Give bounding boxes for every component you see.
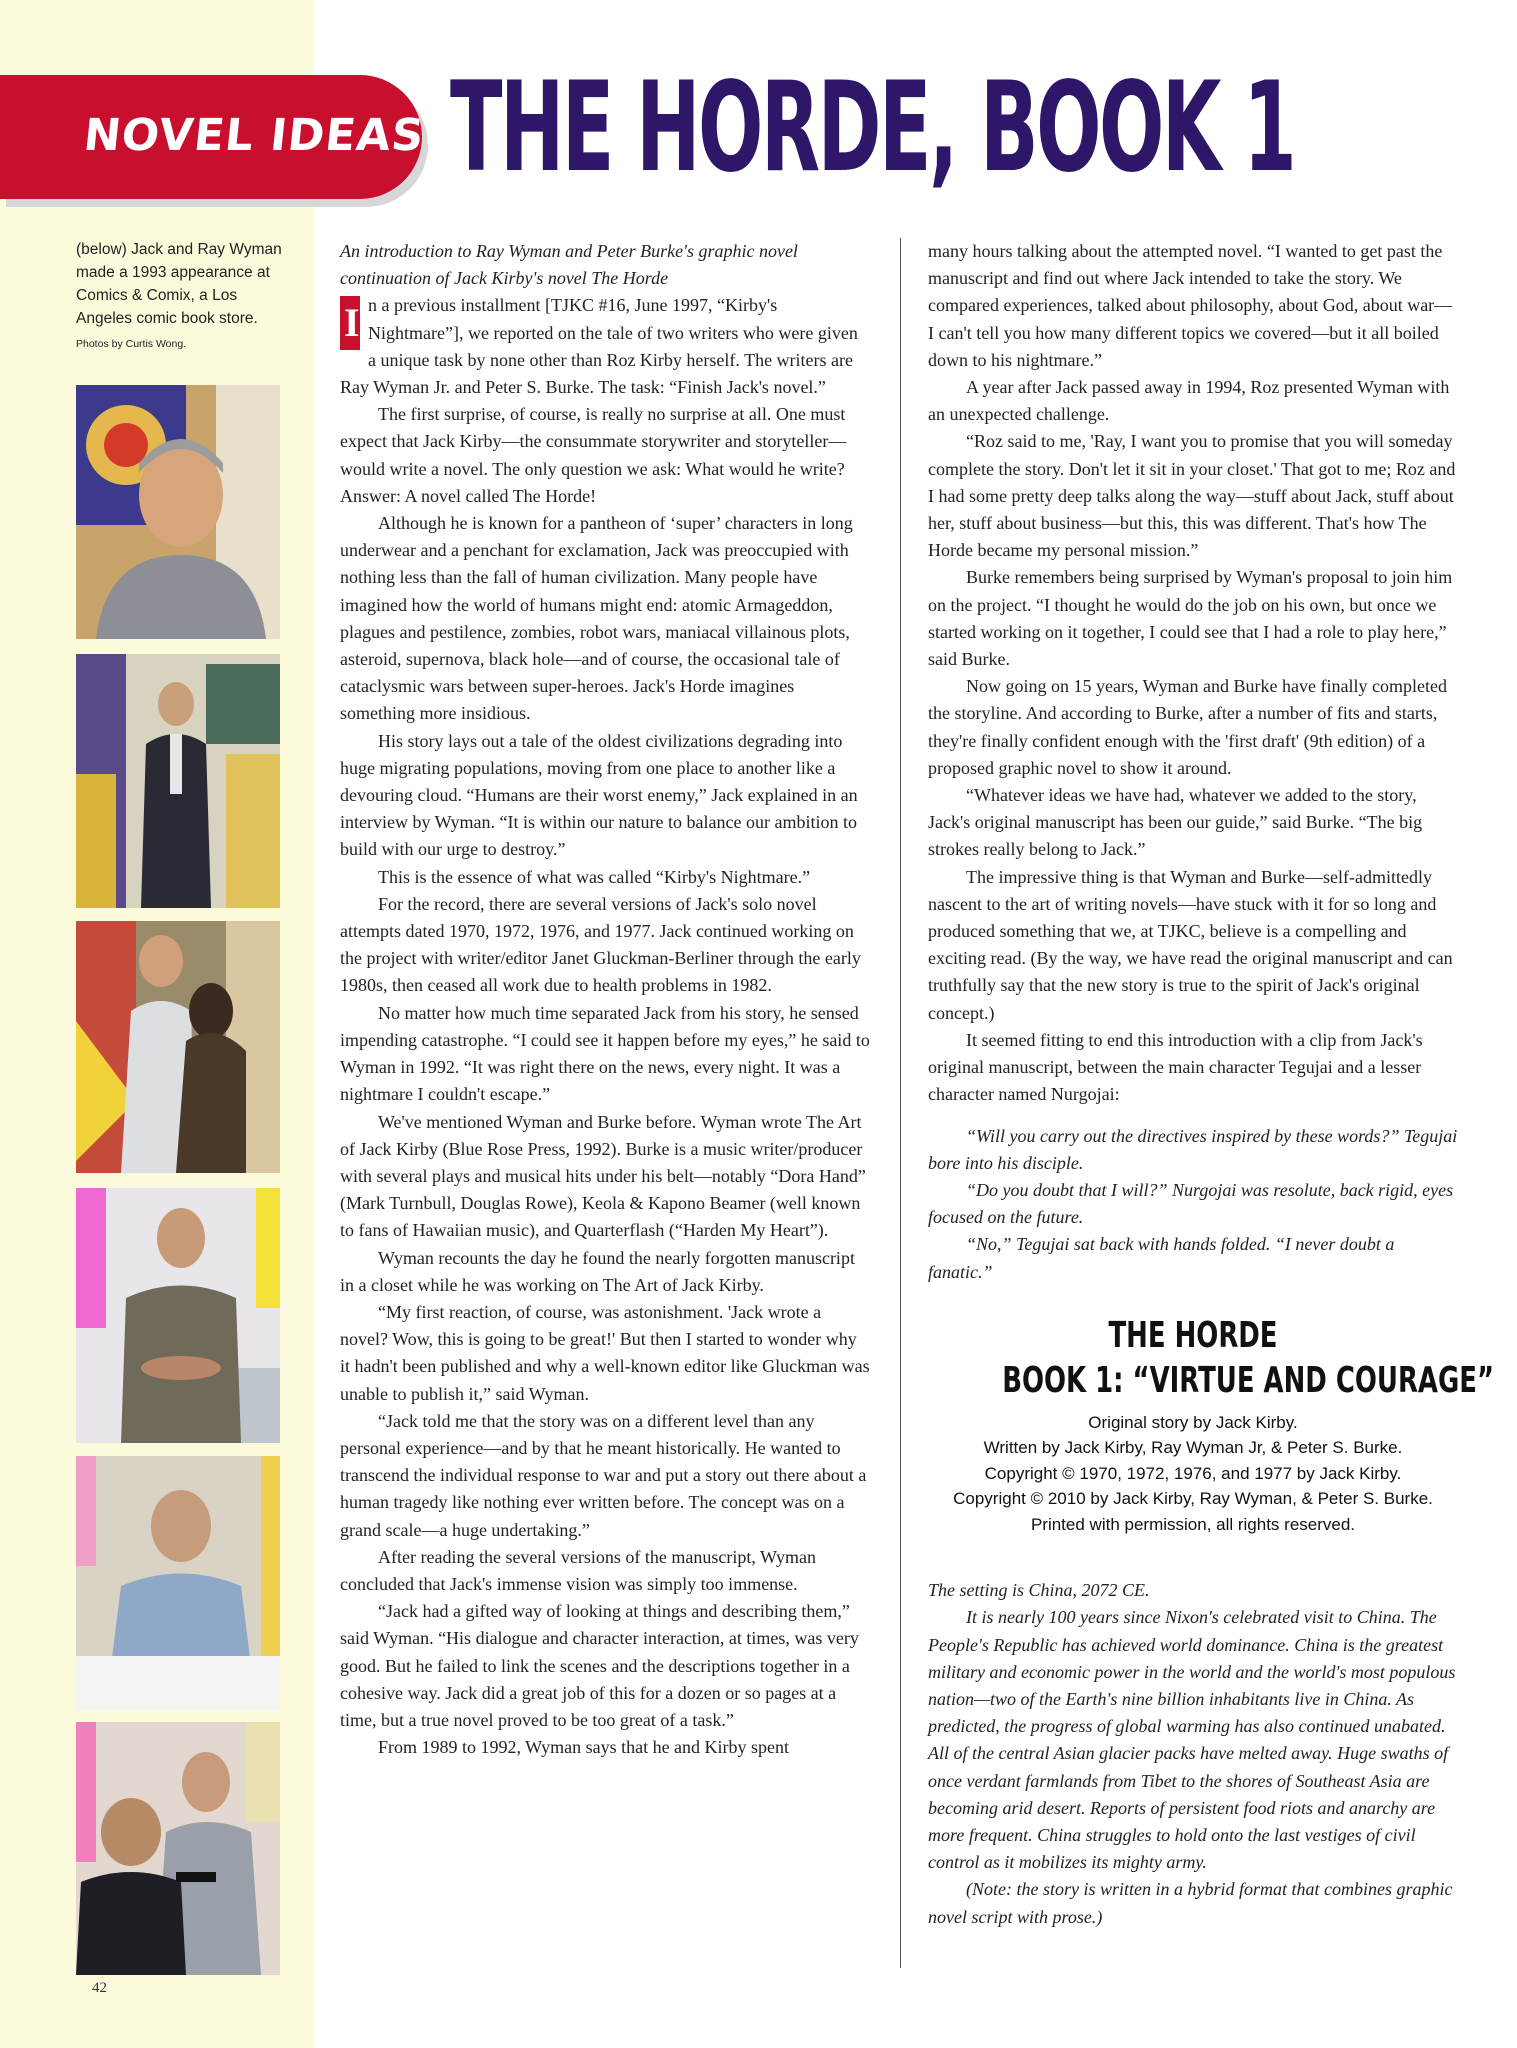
article-paragraph: “My first reaction, of course, was astonishment. 'Jack wrote a novel? Wow, this is going to be great!' But then I started to wonder why it hadn't been published and why a well-known editor like Gluckman was unable to publish it,” said Wyman. (340, 1301, 870, 1404)
story-excerpt (928, 1577, 1458, 1931)
photo-ray-wyman-standing (76, 654, 280, 908)
column-divider (900, 238, 901, 1968)
photo-jack-kirby-closeup (76, 1456, 280, 1710)
article-paragraph-text: n a previous installment [TJKC #16, June 1997, “Kirby's Nightmare”], we reported on the tale of two writers who were given a unique task by none other than Roz Kirby herself. The writers are Ray Wyman Jr. and Peter S. Burke. The task: “Finish Jack's novel.” (340, 295, 858, 398)
article-paragraph: The first surprise, of course, is really no surprise at all. One must expect that Jack Kirby—the consummate storywriter and storyteller—would write a novel. The only question we ask: What would he write? Answer: A novel called The Horde! (340, 404, 847, 506)
article-paragraph: No matter how much time separated Jack from his story, he sensed impending catastrophe. “I could see it happen before my eyes,” he said to Wyman in 1992. “It was right there on the news, every night. It was a nightmare I couldn't escape.” (340, 1002, 870, 1105)
article-column-2 (928, 238, 1494, 1931)
story-paragraph: It is nearly 100 years since Nixon's celebrated visit to China. The People's Republic has achieved world dominance. China is the greatest military and economic power in the world and the world's most populous nation—two of the Earth's nine billion inhabitants live in China. As predicted, the progress of global warming has also continued unabated. All of the central Asian glacier packs have melted away. Huge swaths of once verdant farmlands from Tibet to the shores of Southeast Asia are becoming arid desert. Reports of persistent food riots and anarchy are more frequent. China struggles to hold onto the last vestiges of civil control as it mobilizes its mighty army. (928, 1607, 1456, 1873)
article-paragraph: His story lays out a tale of the oldest civilizations degrading into huge migrating populations, moving from one place to another like a devouring cloud. “Humans are their worst enemy,” Jack explained in an interview by Wyman. “It is within our nature to balance our ambition to build with our urge to destroy.” (340, 730, 858, 860)
article-paragraph: A year after Jack passed away in 1994, Roz presented Wyman with an unexpected challenge. (928, 377, 1450, 425)
article-paragraph: For the record, there are several versions of Jack's solo novel attempts dated 1970, 1972, 1976, and 1977. Jack continued working on the project with writer/editor Janet Gluckman-Berliner through the early 1980s, then ceased all work due to health problems in 1982. (340, 893, 861, 996)
article-intro: An introduction to Ray Wyman and Peter Burke's graphic novel continuation of Jack Kirby's novel The Horde (340, 241, 798, 289)
credit-line: Copyright © 1970, 1972, 1976, and 1977 by Jack Kirby. (984, 1463, 1402, 1483)
quote-line: “No,” Tegujai sat back with hands folded. “I never doubt a fanatic.” (928, 1234, 1395, 1282)
credit-line: Original story by Jack Kirby. (1088, 1412, 1298, 1432)
article-paragraph: Wyman recounts the day he found the nearly forgotten manuscript in a closet while he was working on The Art of Jack Kirby. (340, 1247, 855, 1295)
article-paragraph: many hours talking about the attempted novel. “I wanted to get past the manuscript and find out where Jack intended to take the story. We compared experiences, talked about philosophy, about God, about war—I can't tell you how many different topics we covered—but it all boiled down to his nightmare.” (928, 241, 1453, 370)
book-title (928, 1314, 1494, 1404)
credit-line: Copyright © 2010 by Jack Kirby, Ray Wyman, & Peter S. Burke. (953, 1489, 1433, 1509)
credit-line: Written by Jack Kirby, Ray Wyman Jr, & Peter S. Burke. (983, 1438, 1403, 1458)
book-credits (928, 1410, 1458, 1538)
drop-cap: I (340, 296, 360, 350)
photo-jack-kirby-seated (76, 1188, 280, 1443)
photo-ray-wyman-and-jack-kirby (76, 1722, 280, 1975)
article-paragraph: “Whatever ideas we have had, whatever we added to the story, Jack's original manuscript has been our guide,” said Burke. “The big strokes really belong to Jack.” (928, 785, 1423, 860)
article-paragraph: It seemed fitting to end this introduction with a clip from Jack's original manuscript, between the main character Tegujai and a lesser character named Nurgojai: (928, 1029, 1423, 1105)
article-paragraph: We've mentioned Wyman and Burke before. Wyman wrote The Art of Jack Kirby (Blue Rose Press, 1992). Burke is a music writer/producer with several plays and musical hits under his belt—notably “Dora Hand” (Mark Turnbull, Douglas Rowe), Keola & Kapono Beamer (well known to fans of Hawaiian music), and Quarterflash (“Harden My Heart”). (340, 1111, 866, 1241)
photo-caption: (below) Jack and Ray Wyman made a 1993 appearance at Comics & Comix, a Los Angeles comic book store. (76, 241, 282, 327)
book-title-line-2: BOOK 1: “VIRTUE AND COURAGE” (1002, 1359, 1494, 1401)
book-title-line-1: THE HORDE (1108, 1314, 1278, 1356)
quote-line: “Do you doubt that I will?” Nurgojai was resolute, back rigid, eyes focused on the future. (928, 1179, 1454, 1228)
article-paragraph (340, 292, 870, 401)
quote-line: “Will you carry out the directives inspired by these words?” Tegujai bore into his disciple. (928, 1125, 1458, 1173)
article-paragraph: This is the essence of what was called “Kirby's Nightmare.” (378, 866, 811, 887)
manuscript-quote (928, 1123, 1458, 1286)
page-title: THE HORDE, BOOK 1 (450, 56, 1295, 200)
story-paragraph: (Note: the story is written in a hybrid format that combines graphic novel script with prose.) (928, 1879, 1453, 1927)
article-paragraph: “Jack told me that the story was on a different level than any personal experience—and by that he meant historically. He wanted to transcend the individual response to war and put a story out there about a human tragedy like nothing ever written before. The concept was on a grand scale—a huge undertaking.” (340, 1410, 867, 1540)
article-paragraph: From 1989 to 1992, Wyman says that he and Kirby spent (378, 1737, 790, 1758)
article-column-1 (340, 238, 870, 1761)
article-paragraph: After reading the several versions of the manuscript, Wyman concluded that Jack's immense vision was simply too immense. (340, 1546, 816, 1594)
article-paragraph: The impressive thing is that Wyman and Burke—self-admittedly nascent to the art of writing novels—have stuck with it for so long and produced something that we, at TJKC, believe is a compelling and exciting read. (By the way, we have read the original manuscript and can truthfully say that the new story is true to the spirit of Jack's original concept.) (928, 866, 1453, 1023)
photo-credit: Photos by Curtis Wong. (76, 338, 187, 350)
article-paragraph: Now going on 15 years, Wyman and Burke have finally completed the storyline. And according to Burke, after a number of fits and starts, they're finally confident enough with the 'first draft' (9th edition) of a proposed graphic novel to show it around. (928, 676, 1447, 778)
article-paragraph: Burke remembers being surprised by Wyman's proposal to join him on the project. “I thought he would do the job on his own, but once we started working on it together, I could see that I had a role to play here,” said Burke. (928, 567, 1453, 670)
page-number: 42 (92, 1980, 107, 1996)
photo-jack-kirby-and-fan (76, 921, 280, 1173)
article-paragraph: “Roz said to me, 'Ray, I want you to promise that you will someday complete the story. Don't let it sit in your closet.' That got to me; Roz and I had some pretty deep talks along the way—stuff about Jack, stuff about her, stuff about business—but this, this was different. That's how The Horde became my personal mission.” (928, 431, 1456, 561)
story-paragraph: The setting is China, 2072 CE. (928, 1580, 1150, 1601)
article-paragraph: Although he is known for a pantheon of ‘super’ characters in long underwear and a penchant for exclamation, Jack was preoccupied with nothing less than the fall of human civilization. Many people have imagined how the world of humans might end: atomic Armageddon, plagues and pestilence, zombies, robot wars, maniacal villainous plots, asteroid, supernova, black hole—and of course, the occasional tale of cataclysmic wars between super-heroes. Jack's Horde imagines something more insidious. (340, 513, 853, 724)
article-paragraph: “Jack had a gifted way of looking at things and describing them,” said Wyman. “His dialogue and character interaction, at times, was very good. But he failed to link the scenes and the descriptions together in a cohesive way. Jack did a great job of this for a dozen or so pages at a time, but a true novel proved to be too great of a task.” (340, 1601, 859, 1730)
photo-jack-kirby-smiling (76, 385, 280, 639)
credit-line: Printed with permission, all rights reserved. (1030, 1514, 1356, 1534)
section-tab-label: NOVEL IDEAS (81, 110, 427, 161)
